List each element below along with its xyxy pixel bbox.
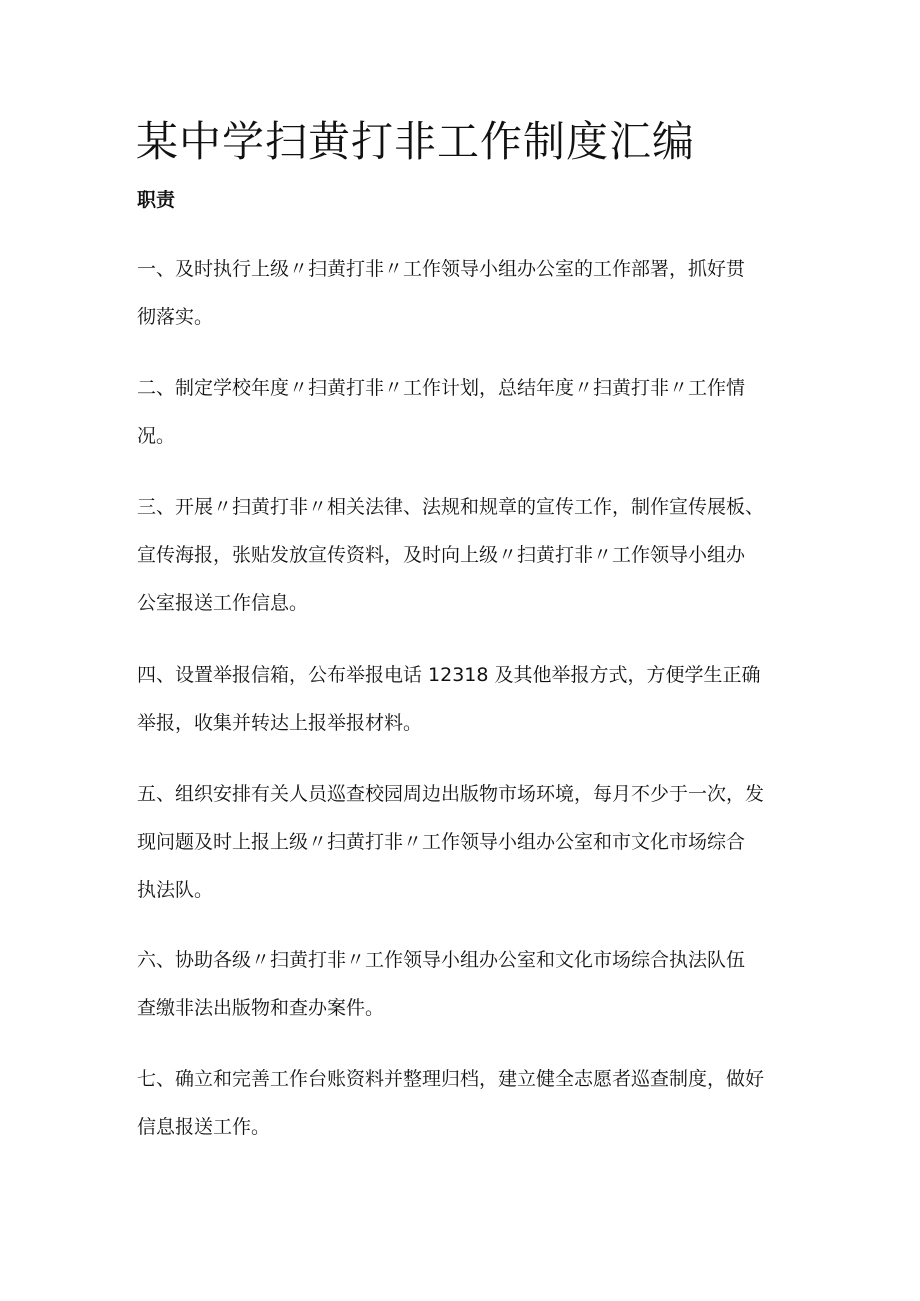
paragraph-line: 四、设置举报信箱，公布举报电话 12318 及其他举报方式，方便学生正确 (137, 664, 761, 686)
paragraph-line: 现问题及时上报上级〃扫黄打非〃工作领导小组办公室和市文化市场综合 (137, 831, 746, 853)
paragraph-line: 公室报送工作信息。 (137, 592, 309, 614)
paragraph-duty-5 (137, 770, 764, 914)
paragraph-line: 查缴非法出版物和查办案件。 (137, 997, 385, 1019)
paragraph-line: 五、组织安排有关人员巡查校园周边出版物市场环境，每月不少于一次，发 (137, 783, 765, 805)
paragraph-line: 七、确立和完善工作台账资料并整理归档，建立健全志愿者巡查制度，做好 (137, 1068, 765, 1090)
section-heading: 职责 (137, 189, 176, 211)
paragraph-line: 三、开展〃扫黄打非〃相关法律、法规和规章的宣传工作，制作宣传展板、 (137, 496, 765, 518)
document-title: 某中学扫黄打非工作制度汇编 (136, 117, 696, 166)
paragraph-line: 况。 (137, 425, 176, 447)
paragraph-line: 六、协助各级〃扫黄打非〃工作领导小组办公室和文化市场综合执法队伍 (137, 949, 746, 971)
paragraph-line: 一、及时执行上级〃扫黄打非〃工作领导小组办公室的工作部署，抓好贯 (137, 258, 746, 280)
paragraph-line: 举报，收集并转达上报举报材料。 (137, 712, 423, 734)
paragraph-line: 执法队。 (137, 879, 214, 901)
paragraph-line: 彻落实。 (137, 306, 214, 328)
paragraph-duty-1 (137, 245, 745, 341)
paragraph-duty-3 (137, 483, 764, 627)
paragraph-duty-7 (137, 1055, 764, 1151)
paragraph-line: 信息报送工作。 (137, 1116, 271, 1138)
paragraph-duty-4 (137, 651, 761, 747)
paragraph-line: 二、制定学校年度〃扫黄打非〃工作计划，总结年度〃扫黄打非〃工作情 (137, 377, 746, 399)
paragraph-duty-6 (137, 936, 745, 1032)
paragraph-line: 宣传海报，张贴发放宣传资料，及时向上级〃扫黄打非〃工作领导小组办 (137, 544, 746, 566)
paragraph-duty-2 (137, 364, 745, 460)
